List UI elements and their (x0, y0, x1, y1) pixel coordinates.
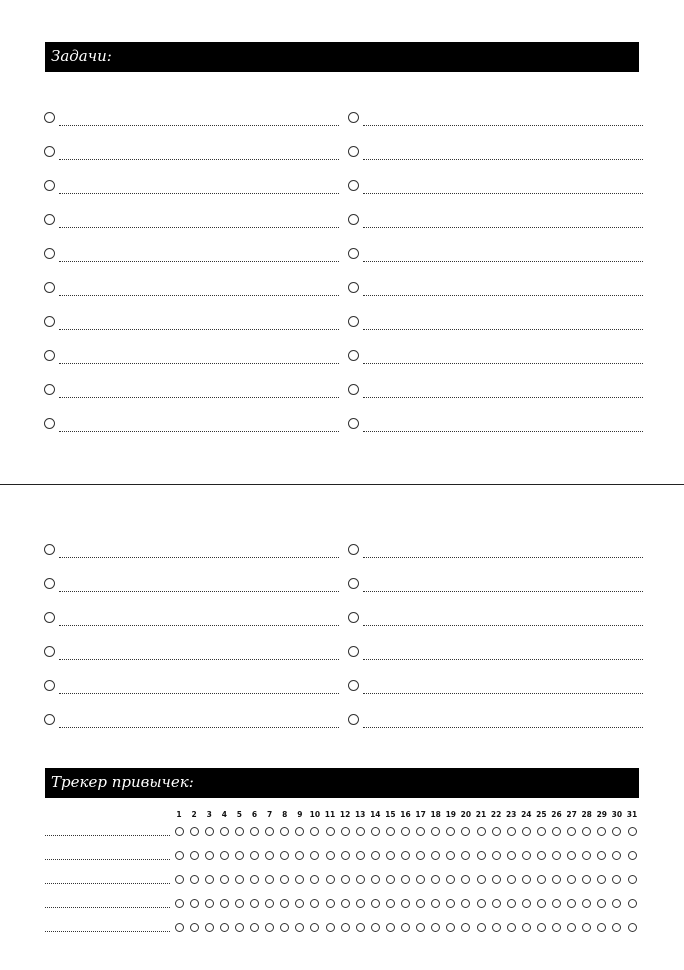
task-writing-line (59, 431, 339, 432)
habit-day-checkbox[interactable] (537, 923, 546, 932)
task-row-left[interactable] (44, 612, 339, 634)
task-row-right[interactable] (348, 418, 643, 440)
day-number: 9 (297, 810, 303, 819)
habit-day-checkbox[interactable] (597, 875, 606, 884)
task-checkbox[interactable] (348, 248, 359, 259)
habit-day-checkbox[interactable] (597, 851, 606, 860)
habit-day-checkbox[interactable] (628, 923, 637, 932)
task-checkbox[interactable] (348, 714, 359, 725)
habit-day-checkbox[interactable] (310, 875, 319, 884)
habit-day-checkbox[interactable] (265, 899, 274, 908)
task-row-left[interactable] (44, 180, 339, 202)
tasks-section-header (45, 42, 639, 72)
task-checkbox[interactable] (44, 146, 55, 157)
task-writing-line (363, 659, 643, 660)
habit-day-checkbox[interactable] (477, 827, 486, 836)
task-writing-line (363, 193, 643, 194)
task-row-left[interactable] (44, 714, 339, 736)
task-writing-line (59, 363, 339, 364)
habit-name-line[interactable] (45, 883, 170, 884)
habit-day-checkbox[interactable] (235, 923, 244, 932)
task-row-left[interactable] (44, 578, 339, 600)
habit-day-checkbox[interactable] (612, 851, 621, 860)
habit-name-line[interactable] (45, 931, 170, 932)
task-row-right[interactable] (348, 146, 643, 168)
day-number: 6 (251, 810, 258, 819)
habit-day-checkbox[interactable] (250, 899, 259, 908)
task-row-left[interactable] (44, 646, 339, 668)
habit-day-checkbox[interactable] (582, 827, 591, 836)
habit-day-checkbox[interactable] (612, 923, 621, 932)
habit-row (45, 873, 645, 887)
day-number: 24 (521, 810, 532, 819)
habit-day-checkbox[interactable] (295, 899, 304, 908)
day-number: 30 (611, 810, 623, 819)
habit-day-checkbox[interactable] (341, 827, 350, 836)
day-number: 17 (415, 810, 426, 819)
habit-day-checkbox[interactable] (552, 875, 561, 884)
habit-day-checkbox[interactable] (492, 851, 501, 860)
habit-day-checkbox[interactable] (265, 851, 274, 860)
habit-day-checkbox[interactable] (597, 827, 606, 836)
task-writing-line (59, 261, 339, 262)
habit-day-checkbox[interactable] (295, 851, 304, 860)
task-checkbox[interactable] (44, 282, 55, 293)
task-writing-line (363, 625, 643, 626)
habit-day-checkbox[interactable] (612, 827, 621, 836)
task-checkbox[interactable] (44, 350, 55, 361)
habit-name-line[interactable] (45, 907, 170, 908)
habit-day-checkbox[interactable] (205, 899, 214, 908)
day-number: 12 (339, 810, 351, 819)
habit-day-checkbox[interactable] (401, 851, 410, 860)
habit-day-checkbox[interactable] (220, 851, 229, 860)
habit-day-checkbox[interactable] (265, 923, 274, 932)
habit-day-checkbox[interactable] (552, 923, 561, 932)
habit-day-checkbox[interactable] (386, 899, 395, 908)
habit-day-checkbox[interactable] (507, 827, 516, 836)
task-writing-line (363, 329, 643, 330)
habit-day-checkbox[interactable] (310, 923, 319, 932)
task-checkbox[interactable] (348, 214, 359, 225)
habit-day-checkbox[interactable] (371, 875, 380, 884)
habit-day-checkbox[interactable] (356, 923, 365, 932)
habit-day-checkbox[interactable] (265, 875, 274, 884)
task-row-left[interactable] (44, 418, 339, 440)
habit-day-checkbox[interactable] (220, 923, 229, 932)
habit-day-checkbox[interactable] (582, 899, 591, 908)
habit-day-checkbox[interactable] (446, 875, 455, 884)
task-checkbox[interactable] (44, 316, 55, 327)
habit-day-checkbox[interactable] (567, 899, 576, 908)
habit-day-checkbox[interactable] (492, 899, 501, 908)
habit-day-checkbox[interactable] (205, 923, 214, 932)
habit-day-checkbox[interactable] (326, 899, 335, 908)
task-checkbox[interactable] (44, 612, 55, 623)
task-writing-line (363, 397, 643, 398)
task-checkbox[interactable] (44, 180, 55, 191)
habit-day-checkbox[interactable] (522, 899, 531, 908)
task-checkbox[interactable] (348, 350, 359, 361)
task-row-right[interactable] (348, 646, 643, 668)
habit-tracker-header (45, 768, 639, 798)
habit-day-checkbox[interactable] (612, 899, 621, 908)
habit-day-checkbox[interactable] (522, 923, 531, 932)
task-writing-line (363, 431, 643, 432)
habit-day-checkbox[interactable] (386, 923, 395, 932)
day-number: 19 (445, 810, 457, 819)
habit-day-checkbox[interactable] (431, 923, 440, 932)
habit-day-checkbox[interactable] (461, 923, 470, 932)
task-checkbox[interactable] (44, 418, 55, 429)
task-row-right[interactable] (348, 316, 643, 338)
habit-day-checkbox[interactable] (477, 851, 486, 860)
day-number: 16 (400, 810, 411, 819)
habit-day-checkbox[interactable] (431, 851, 440, 860)
task-row-left[interactable] (44, 350, 339, 372)
habit-day-checkbox[interactable] (416, 899, 425, 908)
habit-day-checkbox[interactable] (175, 827, 184, 836)
habit-day-checkbox[interactable] (250, 923, 259, 932)
habit-day-checkbox[interactable] (446, 827, 455, 836)
task-checkbox[interactable] (44, 384, 55, 395)
task-writing-line (363, 227, 643, 228)
habit-day-checkbox[interactable] (235, 875, 244, 884)
day-number: 8 (282, 810, 288, 819)
habit-day-checkbox[interactable] (310, 851, 319, 860)
habit-day-checkbox[interactable] (522, 875, 531, 884)
habit-day-checkbox[interactable] (356, 875, 365, 884)
habit-row (45, 921, 645, 935)
habit-day-checkbox[interactable] (401, 827, 410, 836)
task-row-right[interactable] (348, 612, 643, 634)
task-row-right[interactable] (348, 578, 643, 600)
day-number: 28 (581, 810, 592, 819)
habit-day-checkbox[interactable] (341, 923, 350, 932)
habit-day-checkbox[interactable] (175, 899, 184, 908)
habit-day-checkbox[interactable] (295, 827, 304, 836)
habit-day-checkbox[interactable] (386, 827, 395, 836)
habit-row (45, 849, 645, 863)
habit-day-checkbox[interactable] (190, 827, 199, 836)
task-row-left[interactable] (44, 112, 339, 134)
task-row-right[interactable] (348, 384, 643, 406)
day-number: 18 (430, 810, 441, 819)
habit-day-checkbox[interactable] (371, 851, 380, 860)
task-writing-line (59, 159, 339, 160)
day-number: 15 (385, 810, 396, 819)
task-writing-line (59, 295, 339, 296)
habit-day-checkbox[interactable] (461, 851, 470, 860)
task-checkbox[interactable] (348, 384, 359, 395)
task-writing-line (59, 397, 339, 398)
habit-day-checkbox[interactable] (628, 827, 637, 836)
day-number: 5 (236, 810, 242, 819)
habit-day-checkbox[interactable] (220, 827, 229, 836)
habit-day-checkbox[interactable] (220, 875, 229, 884)
task-writing-line (363, 363, 643, 364)
task-writing-line (59, 557, 339, 558)
habit-name-line[interactable] (45, 835, 170, 836)
habit-day-checkbox[interactable] (446, 899, 455, 908)
day-number: 21 (475, 810, 487, 819)
habit-day-checkbox[interactable] (190, 923, 199, 932)
task-checkbox[interactable] (348, 282, 359, 293)
habit-day-checkbox[interactable] (250, 875, 259, 884)
habit-day-checkbox[interactable] (582, 851, 591, 860)
task-writing-line (363, 693, 643, 694)
habit-day-checkbox[interactable] (220, 899, 229, 908)
day-number: 10 (309, 810, 321, 819)
habit-day-checkbox[interactable] (386, 875, 395, 884)
habit-day-checkbox[interactable] (507, 923, 516, 932)
habit-day-checkbox[interactable] (371, 827, 380, 836)
habit-day-checkbox[interactable] (507, 899, 516, 908)
day-number: 31 (626, 810, 638, 819)
task-checkbox[interactable] (348, 578, 359, 589)
task-checkbox[interactable] (44, 680, 55, 691)
task-row-left[interactable] (44, 680, 339, 702)
habit-day-checkbox[interactable] (461, 827, 470, 836)
habit-day-checkbox[interactable] (477, 875, 486, 884)
task-checkbox[interactable] (44, 112, 55, 123)
habit-day-checkbox[interactable] (371, 923, 380, 932)
task-checkbox[interactable] (44, 646, 55, 657)
task-writing-line (59, 125, 339, 126)
tasks-section-title: Задачи: (51, 47, 112, 65)
task-row-right[interactable] (348, 180, 643, 202)
habit-day-checkbox[interactable] (537, 851, 546, 860)
task-row-right[interactable] (348, 680, 643, 702)
task-checkbox[interactable] (348, 180, 359, 191)
habit-day-checkbox[interactable] (235, 827, 244, 836)
habit-day-checkbox[interactable] (612, 875, 621, 884)
day-number-row (0, 810, 684, 822)
habit-day-checkbox[interactable] (190, 899, 199, 908)
task-writing-line (59, 659, 339, 660)
task-row-right[interactable] (348, 282, 643, 304)
day-number: 3 (206, 810, 212, 819)
day-number: 1 (176, 810, 182, 819)
habit-day-checkbox[interactable] (386, 851, 395, 860)
habit-day-checkbox[interactable] (567, 851, 576, 860)
habit-day-checkbox[interactable] (628, 851, 637, 860)
habit-day-checkbox[interactable] (597, 899, 606, 908)
habit-day-checkbox[interactable] (552, 851, 561, 860)
habit-day-checkbox[interactable] (205, 875, 214, 884)
day-number: 23 (505, 810, 517, 819)
habit-day-checkbox[interactable] (461, 899, 470, 908)
habit-day-checkbox[interactable] (356, 827, 365, 836)
task-checkbox[interactable] (348, 612, 359, 623)
task-checkbox[interactable] (348, 544, 359, 555)
habit-day-checkbox[interactable] (205, 827, 214, 836)
day-number: 7 (266, 810, 273, 819)
habit-day-checkbox[interactable] (446, 851, 455, 860)
habit-day-checkbox[interactable] (175, 875, 184, 884)
habit-day-checkbox[interactable] (461, 875, 470, 884)
habit-day-checkbox[interactable] (341, 875, 350, 884)
task-checkbox[interactable] (348, 316, 359, 327)
habit-day-checkbox[interactable] (492, 827, 501, 836)
task-writing-line (363, 261, 643, 262)
task-writing-line (59, 727, 339, 728)
task-checkbox[interactable] (44, 214, 55, 225)
day-number: 11 (324, 810, 336, 819)
habit-day-checkbox[interactable] (235, 851, 244, 860)
habit-day-checkbox[interactable] (416, 851, 425, 860)
task-checkbox[interactable] (348, 680, 359, 691)
habit-day-checkbox[interactable] (522, 827, 531, 836)
task-checkbox[interactable] (44, 714, 55, 725)
habit-day-checkbox[interactable] (310, 899, 319, 908)
task-row-left[interactable] (44, 214, 339, 236)
habit-day-checkbox[interactable] (597, 923, 606, 932)
habit-day-checkbox[interactable] (401, 899, 410, 908)
habit-name-line[interactable] (45, 859, 170, 860)
task-writing-line (59, 625, 339, 626)
task-writing-line (59, 591, 339, 592)
day-number: 25 (536, 810, 547, 819)
task-row-left[interactable] (44, 316, 339, 338)
habit-day-checkbox[interactable] (310, 827, 319, 836)
habit-day-checkbox[interactable] (628, 899, 637, 908)
habit-day-checkbox[interactable] (280, 851, 289, 860)
task-checkbox[interactable] (44, 248, 55, 259)
habit-day-checkbox[interactable] (507, 875, 516, 884)
habit-tracker-title: Трекер привычек: (51, 773, 194, 791)
habit-day-checkbox[interactable] (205, 851, 214, 860)
day-number: 14 (370, 810, 381, 819)
habit-day-checkbox[interactable] (628, 875, 637, 884)
task-row-right[interactable] (348, 350, 643, 372)
task-writing-line (59, 329, 339, 330)
habit-day-checkbox[interactable] (416, 827, 425, 836)
task-checkbox[interactable] (44, 544, 55, 555)
task-writing-line (59, 193, 339, 194)
habit-day-checkbox[interactable] (280, 899, 289, 908)
day-number: 2 (191, 810, 197, 819)
habit-day-checkbox[interactable] (416, 875, 425, 884)
day-number: 26 (551, 810, 562, 819)
habit-day-checkbox[interactable] (190, 851, 199, 860)
habit-day-checkbox[interactable] (401, 875, 410, 884)
task-row-left[interactable] (44, 248, 339, 270)
habit-day-checkbox[interactable] (280, 923, 289, 932)
habit-day-checkbox[interactable] (341, 899, 350, 908)
habit-day-checkbox[interactable] (567, 875, 576, 884)
task-row-left[interactable] (44, 282, 339, 304)
task-writing-line (363, 159, 643, 160)
habit-day-checkbox[interactable] (431, 827, 440, 836)
habit-day-checkbox[interactable] (552, 827, 561, 836)
habit-day-checkbox[interactable] (582, 923, 591, 932)
task-checkbox[interactable] (348, 646, 359, 657)
task-writing-line (59, 227, 339, 228)
habit-day-checkbox[interactable] (537, 899, 546, 908)
habit-day-checkbox[interactable] (326, 875, 335, 884)
habit-day-checkbox[interactable] (265, 827, 274, 836)
day-number: 4 (221, 810, 227, 819)
habit-day-checkbox[interactable] (492, 923, 501, 932)
habit-day-checkbox[interactable] (250, 827, 259, 836)
page-divider (0, 484, 684, 485)
task-writing-line (363, 557, 643, 558)
task-row-right[interactable] (348, 544, 643, 566)
day-number: 22 (490, 810, 502, 819)
habit-day-checkbox[interactable] (537, 875, 546, 884)
task-writing-line (363, 727, 643, 728)
habit-day-checkbox[interactable] (431, 899, 440, 908)
task-row-left[interactable] (44, 146, 339, 168)
task-checkbox[interactable] (348, 112, 359, 123)
habit-day-checkbox[interactable] (356, 899, 365, 908)
habit-day-checkbox[interactable] (567, 827, 576, 836)
day-number: 13 (354, 810, 366, 819)
task-checkbox[interactable] (348, 418, 359, 429)
habit-day-checkbox[interactable] (235, 899, 244, 908)
habit-day-checkbox[interactable] (552, 899, 561, 908)
habit-day-checkbox[interactable] (431, 875, 440, 884)
habit-day-checkbox[interactable] (401, 923, 410, 932)
task-checkbox[interactable] (44, 578, 55, 589)
habit-day-checkbox[interactable] (175, 851, 184, 860)
habit-day-checkbox[interactable] (326, 851, 335, 860)
task-row-right[interactable] (348, 214, 643, 236)
habit-row (45, 825, 645, 839)
habit-day-checkbox[interactable] (416, 923, 425, 932)
task-writing-line (363, 125, 643, 126)
day-number: 27 (566, 810, 577, 819)
task-writing-line (59, 693, 339, 694)
habit-day-checkbox[interactable] (522, 851, 531, 860)
habit-day-checkbox[interactable] (507, 851, 516, 860)
habit-day-checkbox[interactable] (371, 899, 380, 908)
habit-day-checkbox[interactable] (356, 851, 365, 860)
task-row-right[interactable] (348, 714, 643, 736)
task-row-right[interactable] (348, 112, 643, 134)
habit-day-checkbox[interactable] (250, 851, 259, 860)
habit-day-checkbox[interactable] (477, 899, 486, 908)
habit-day-checkbox[interactable] (477, 923, 486, 932)
habit-day-checkbox[interactable] (341, 851, 350, 860)
habit-day-checkbox[interactable] (446, 923, 455, 932)
habit-day-checkbox[interactable] (295, 923, 304, 932)
habit-day-checkbox[interactable] (280, 827, 289, 836)
habit-day-checkbox[interactable] (326, 827, 335, 836)
task-row-left[interactable] (44, 544, 339, 566)
habit-day-checkbox[interactable] (567, 923, 576, 932)
habit-row (45, 897, 645, 911)
day-number: 20 (460, 810, 472, 819)
task-checkbox[interactable] (348, 146, 359, 157)
task-writing-line (363, 295, 643, 296)
task-writing-line (363, 591, 643, 592)
habit-day-checkbox[interactable] (295, 875, 304, 884)
habit-day-checkbox[interactable] (280, 875, 289, 884)
task-row-left[interactable] (44, 384, 339, 406)
habit-day-checkbox[interactable] (175, 923, 184, 932)
habit-day-checkbox[interactable] (326, 923, 335, 932)
habit-day-checkbox[interactable] (537, 827, 546, 836)
day-number: 29 (596, 810, 608, 819)
task-row-right[interactable] (348, 248, 643, 270)
habit-day-checkbox[interactable] (492, 875, 501, 884)
habit-day-checkbox[interactable] (582, 875, 591, 884)
habit-day-checkbox[interactable] (190, 875, 199, 884)
